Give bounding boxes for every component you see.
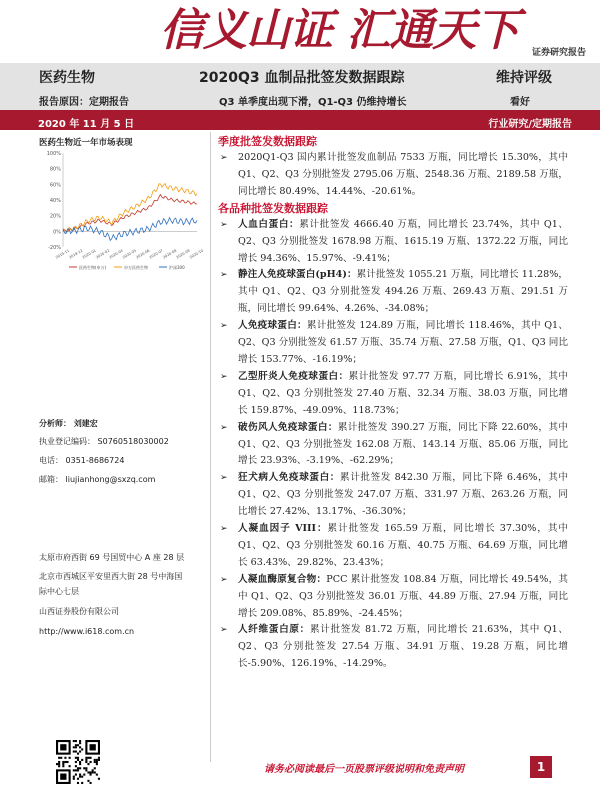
arrow-bullet-icon: ➢ [220, 321, 228, 332]
variety-detail: 累计批签发 4666.40 万瓶，同比增长 23.74%，其中 Q1、Q2、Q3 分别批签发 1678.98 万瓶、1615.19 万瓶、1372.22 万瓶，同比增长 94.36%、15.97%、-9.41%； [238, 218, 569, 264]
variety-item [218, 267, 568, 318]
sector-label: 医药生物 [39, 70, 95, 86]
y-tick-label: 0% [53, 229, 61, 236]
variety-detail: 累计批签发 390.27 万瓶，同比下降 22.60%，其中 Q1、Q2、Q3 分别批签发 162.08 万瓶、143.14 万瓶、85.06 万瓶，同比增长 23.93%、-3.19%、-62.29%； [238, 421, 568, 467]
variety-list [218, 217, 568, 673]
outlook-label: 看好 [510, 97, 530, 108]
variety-item [218, 369, 568, 420]
address-beijing-line2: 际中心七层 [39, 587, 79, 596]
rating-label: 维持评级 [496, 70, 552, 86]
variety-name: 人凝血因子 VIII： [238, 523, 328, 535]
analyst-phone: 电话： 0351-8686724 [39, 456, 125, 465]
x-tick-label: 2020-06 [135, 248, 151, 260]
variety-name: 人免疫球蛋白： [238, 320, 307, 332]
report-date: 2020 年 11 月 5 日 [38, 119, 135, 130]
variety-detail: PCC 累计批签发 108.84 万瓶，同比增长 49.54%，其中 Q1、Q2、Q3 分别批签发 36.01 万瓶、44.89 万瓶、27.94 万瓶，同比增长 209.08%、85.89%、-24.45%； [238, 573, 568, 619]
report-subtitle: Q3 单季度出现下滑，Q1-Q3 仍维持增长 [219, 97, 407, 108]
chart-title: 医药生物近一年市场表现 [39, 138, 133, 148]
page-number: 1 [530, 756, 552, 778]
address-beijing-line1: 北京市西城区平安里西大街 28 号中海国 [39, 572, 183, 581]
report-type-label: 证券研究报告 [531, 48, 586, 58]
analyst-cert: 执业登记编码： S0760518030002 [39, 437, 169, 446]
arrow-bullet-icon: ➢ [220, 422, 228, 433]
arrow-bullet-icon: ➢ [220, 625, 228, 636]
variety-name: 狂犬病人免疫球蛋白： [238, 472, 340, 484]
variety-name: 人纤维蛋白原： [238, 624, 310, 636]
y-tick-label: -20% [48, 245, 61, 251]
report-reason: 报告原因：定期报告 [39, 97, 129, 108]
arrow-bullet-icon: ➢ [220, 473, 228, 484]
summary-paragraph [218, 150, 568, 201]
company-name: 山西证券股份有限公司 [39, 607, 119, 616]
arrow-bullet-icon: ➢ [220, 219, 228, 230]
variety-detail: 累计批签发 842.30 万瓶，同比下降 6.46%，其中 Q1、Q2、Q3 分别批签发 247.07 万瓶、331.97 万瓶、263.26 万瓶，同比增长 27.42%、13.17%、-36.30%； [238, 472, 568, 518]
arrow-bullet-icon: ➢ [220, 371, 228, 382]
y-tick-label: 80% [49, 166, 61, 173]
analyst-email[interactable]: 邮箱： liujianhong@sxzq.com [39, 475, 156, 484]
series-line [63, 184, 197, 233]
market-performance-chart [39, 147, 205, 273]
variety-detail: 累计批签发 165.59 万瓶，同比增长 37.30%，其中 Q1、Q2、Q3 分别批签发 60.16 万瓶、40.75 万瓶、64.69 万瓶，同比增长 63.43%、29.82%、23.43%； [238, 523, 568, 568]
y-tick-label: 60% [49, 182, 61, 189]
x-tick-label: 2019-11 [54, 248, 71, 260]
report-title: 2020Q3 血制品批签发数据跟踪 [199, 70, 405, 86]
variety-item [218, 420, 568, 471]
main-content [218, 134, 568, 673]
variety-name: 人凝血酶原复合物： [238, 573, 327, 585]
legend-label: 医药生物(申万) [79, 265, 107, 270]
legend-label: 沪深300 [169, 265, 185, 270]
series-line [63, 195, 197, 232]
x-tick-label: 2020-05 [121, 248, 138, 260]
x-tick-label: 2019-12 [68, 248, 84, 260]
report-header [0, 0, 600, 62]
arrow-bullet-icon: ➢ [220, 574, 228, 585]
summary-text: 2020Q1-Q3 国内累计批签发血制品 7533 万瓶，同比增长 15.30%，其中 Q1、Q2、Q3 分别批签发 2795.06 万瓶、2548.36 万瓶、2189.58 万瓶，同比增长 80.49%、14.44%、-20.61%。 [238, 152, 568, 197]
y-tick-label: 100% [46, 151, 61, 157]
variety-detail: 累计批签发 97.77 万瓶，同比增长 6.91%，其中 Q1、Q2、Q3 分别批签发 27.40 万瓶、32.34 万瓶、38.03 万瓶，同比增长 159.87%、-49.09%、118.73%； [238, 370, 568, 416]
variety-detail: 累计批签发 81.72 万瓶，同比增长 21.63%，其中 Q1、Q2、Q3 分别批签发 27.54 万瓶、34.91 万瓶、19.28 万瓶，同比增长-5.90%、126.19%、-14.29%。 [238, 624, 568, 670]
variety-item [218, 622, 568, 673]
disclaimer-text: 请务必阅读最后一页股票评级说明和免责声明 [264, 764, 464, 775]
variety-name: 破伤风人免疫球蛋白： [238, 421, 338, 433]
analyst-name: 分析师： 刘建宏 [39, 419, 98, 428]
variety-name: 人血白蛋白： [238, 218, 300, 230]
variety-item [218, 521, 568, 572]
x-tick-label: 2020-08 [162, 248, 178, 260]
report-category: 行业研究/定期报告 [488, 119, 572, 130]
arrow-bullet-icon: ➢ [220, 524, 228, 535]
series-line [63, 218, 197, 241]
x-tick-label: 2020-02 [95, 248, 111, 260]
column-divider [210, 132, 211, 762]
variety-name: 静注人免疫球蛋白(pH4)： [238, 269, 357, 281]
variety-item [218, 470, 568, 521]
variety-detail: 累计批签发 1055.21 万瓶，同比增长 11.28%，其中 Q1、Q2、Q3 分别批签发 494.26 万瓶、269.43 万瓶、291.51 万瓶，同比增长 99.64%、4.26%、-34.08%； [238, 269, 568, 315]
x-tick-label: 2020-04 [108, 248, 124, 260]
address-taiyuan: 太原市府西街 69 号国贸中心 A 座 28 层 [39, 553, 185, 562]
variety-item [218, 217, 568, 268]
y-tick-label: 20% [49, 213, 61, 220]
legend-label: 申万医药生物 [124, 265, 148, 270]
variety-item [218, 572, 568, 623]
company-url[interactable]: http://www.i618.com.cn [39, 627, 135, 636]
section-title-varieties: 各品种批签发数据跟踪 [218, 201, 328, 215]
variety-item [218, 318, 568, 369]
y-tick-label: 40% [49, 198, 61, 204]
x-tick-label: 2020-01 [81, 248, 97, 260]
company-logo: 信义山证 汇通天下 [160, 5, 519, 56]
x-tick-label: 2020-09 [175, 248, 191, 260]
arrow-bullet-icon: ➢ [220, 270, 228, 281]
qr-code-icon [56, 740, 100, 784]
arrow-bullet-icon: ➢ [220, 153, 228, 163]
section-title-quarterly: 季度批签发数据跟踪 [218, 135, 317, 148]
variety-name: 乙型肝炎人免疫球蛋白： [238, 370, 349, 382]
x-tick-label: 2020-07 [148, 248, 164, 260]
x-tick-label: 2020-10 [188, 248, 205, 260]
variety-detail: 累计批签发 124.89 万瓶，同比增长 118.46%，其中 Q1、Q2、Q3 分别批签发 61.57 万瓶、35.74 万瓶、27.58 万瓶，Q1、Q3 同比增长 153.77%、-16.19%； [238, 320, 569, 365]
